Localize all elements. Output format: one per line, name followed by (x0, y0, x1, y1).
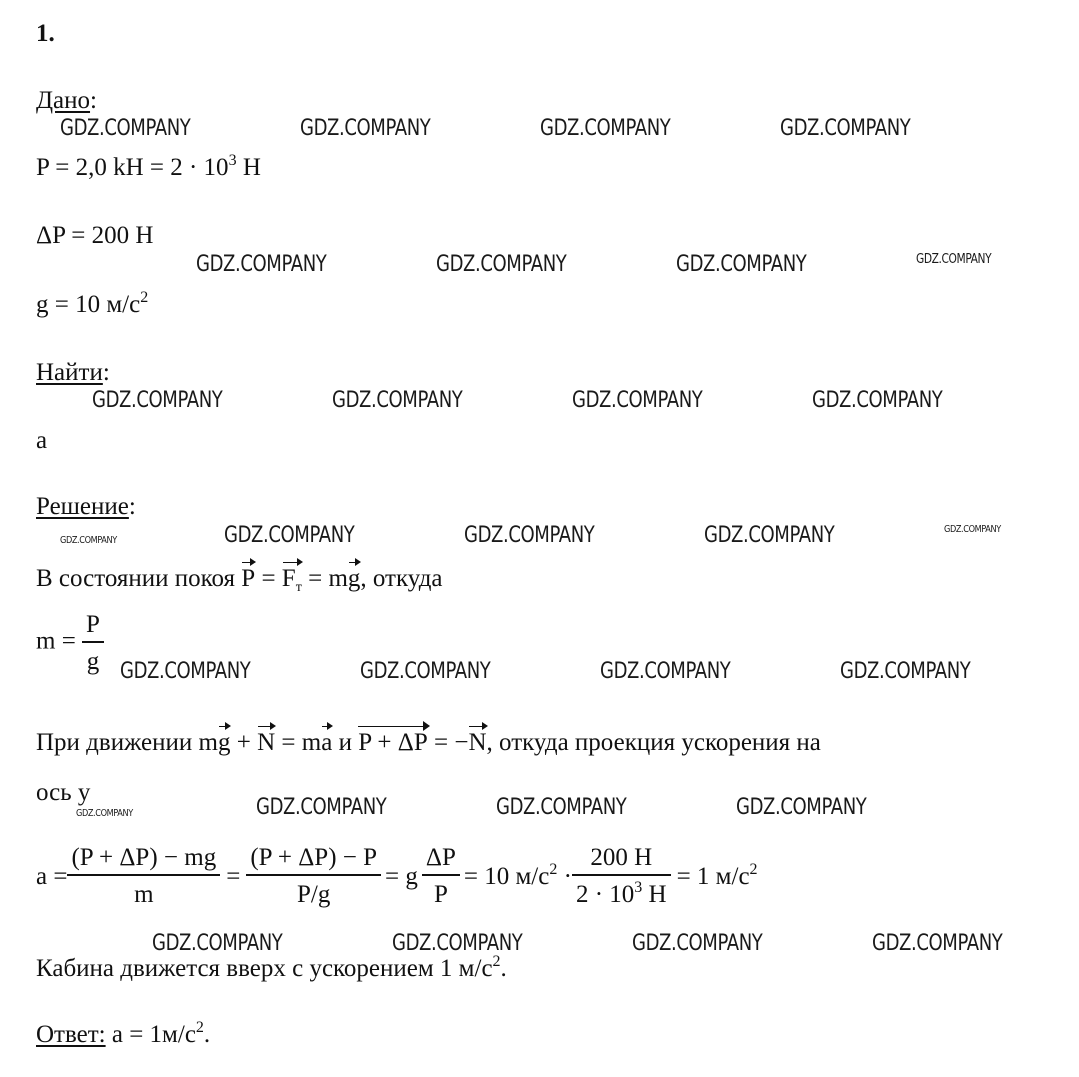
given-weight (36, 152, 261, 181)
find-heading-row: Найти: (36, 359, 110, 386)
watermark: GDZ.COMPANY (572, 388, 703, 413)
watermark: GDZ.COMPANY (360, 659, 491, 684)
watermark: GDZ.COMPANY (944, 524, 1001, 535)
watermark: GDZ.COMPANY (224, 523, 355, 548)
watermark: GDZ.COMPANY (540, 116, 671, 141)
watermark: GDZ.COMPANY (256, 795, 387, 820)
eq-sign-2: = (301, 565, 329, 592)
motion-line (36, 730, 821, 755)
watermark: GDZ.COMPANY (916, 252, 992, 267)
conclusion-exp: 2 (492, 953, 501, 970)
watermark: GDZ.COMPANY (92, 388, 223, 413)
watermark: GDZ.COMPANY (60, 116, 191, 141)
watermark: GDZ.COMPANY (812, 388, 943, 413)
given-heading: Дано (36, 87, 91, 114)
vector-a: a (321, 729, 333, 756)
rest-text: В состоянии покоя (36, 565, 236, 592)
given-delta-weight: ΔP = 200 H (36, 222, 154, 249)
eq-f: = (226, 862, 241, 890)
f4-den (572, 876, 671, 907)
vector-g: g (347, 565, 361, 592)
val-text: = 10 м/c (463, 862, 550, 890)
f3-num: ΔP (422, 845, 460, 876)
f1-num: (P + ΔP) − mg (67, 845, 220, 876)
vector-N-2: N (468, 729, 487, 756)
watermark: GDZ.COMPANY (76, 808, 133, 819)
watermark: GDZ.COMPANY (120, 659, 251, 684)
vector-P: P (241, 565, 256, 592)
plus-sign: + (230, 729, 258, 756)
rest-tail: , откуда (360, 565, 443, 592)
watermark: GDZ.COMPANY (632, 931, 763, 956)
watermark: GDZ.COMPANY (600, 659, 731, 684)
eq-sign: = (255, 565, 282, 592)
watermark: GDZ.COMPANY (704, 523, 835, 548)
f2-num: (P + ΔP) − P (246, 845, 381, 876)
find-value: a (36, 427, 48, 454)
f2-den: P/g (297, 881, 331, 908)
given-weight-unit: H (236, 154, 261, 181)
acceleration-equation (36, 845, 758, 907)
m-eq: m = (36, 627, 83, 655)
fraction-3 (422, 845, 460, 907)
answer-heading: Ответ: (36, 1021, 106, 1048)
watermark: GDZ.COMPANY (152, 931, 283, 956)
vector-N: N (257, 729, 276, 756)
fraction-4 (572, 845, 671, 907)
rest-state-line (36, 565, 443, 595)
mg-m: m (328, 565, 348, 592)
minus-sign: = − (427, 729, 469, 756)
vector-Ft (281, 565, 302, 595)
fraction-1 (67, 845, 220, 907)
result-exp: 2 (749, 860, 758, 878)
given-gravity-text: g = 10 м/c (36, 291, 141, 318)
val-exp: 2 (549, 860, 558, 878)
solution-heading: Решение (36, 493, 129, 520)
watermark: GDZ.COMPANY (332, 388, 463, 413)
m-num: P (82, 612, 104, 643)
f4-den-unit: H (642, 881, 667, 908)
answer-tail: . (203, 1021, 211, 1048)
mg-m-2: m (198, 729, 218, 756)
answer-line (36, 1019, 211, 1048)
watermark: GDZ.COMPANY (872, 931, 1003, 956)
watermark: GDZ.COMPANY (60, 535, 117, 546)
watermark: GDZ.COMPANY (392, 931, 523, 956)
watermark: GDZ.COMPANY (780, 116, 911, 141)
motion-text: При движении (36, 729, 193, 756)
given-weight-exp: 3 (228, 152, 237, 169)
eq-sign-3: = (275, 729, 302, 756)
answer-exp: 2 (195, 1019, 204, 1036)
problem-number: 1. (36, 20, 55, 47)
fraction-2 (246, 845, 381, 907)
Ft-sub: т (295, 580, 302, 595)
answer-value: a = 1м/c (105, 1021, 196, 1048)
and-word: и (332, 729, 359, 756)
axis-line: ось y (36, 779, 91, 806)
conclusion (36, 953, 507, 982)
conclusion-tail: . (500, 955, 507, 982)
f4-den-exp: 3 (634, 879, 643, 896)
f1-den: m (134, 881, 154, 908)
value-part (460, 860, 572, 890)
vector-sum: P + ΔP (358, 726, 428, 756)
solution-heading-row: Решение: (36, 493, 136, 520)
watermark: GDZ.COMPANY (840, 659, 971, 684)
given-gravity-exp: 2 (140, 289, 149, 306)
a-eq: a = (36, 862, 68, 890)
watermark: GDZ.COMPANY (300, 116, 431, 141)
fraction-P-over-g (82, 612, 104, 674)
watermark: GDZ.COMPANY (736, 795, 867, 820)
mass-formula (36, 612, 104, 674)
given-heading-row: Дано: (36, 87, 97, 114)
dot: · (557, 862, 572, 890)
result-part (671, 860, 758, 890)
watermark: GDZ.COMPANY (436, 252, 567, 277)
given-gravity (36, 289, 149, 318)
watermark: GDZ.COMPANY (196, 252, 327, 277)
watermark: GDZ.COMPANY (496, 795, 627, 820)
motion-tail: , откуда проекция ускорения на (486, 729, 821, 756)
given-weight-text: P = 2,0 kH = 2 · 10 (36, 154, 229, 181)
watermark: GDZ.COMPANY (676, 252, 807, 277)
conclusion-text: Кабина движется вверх с ускорением 1 м/c (36, 955, 493, 982)
f4-num: 200 H (572, 845, 671, 876)
ma-m: m (301, 729, 322, 756)
vector-g-2: g (217, 729, 231, 756)
g-mult: = g (385, 862, 418, 890)
watermark: GDZ.COMPANY (464, 523, 595, 548)
Ft-letter: F (281, 565, 296, 592)
m-den: g (86, 648, 100, 675)
f4-den-text: 2 · 10 (575, 881, 635, 908)
f3-den: P (433, 881, 448, 908)
find-heading: Найти (36, 359, 103, 386)
result-text: = 1 м/c (676, 862, 750, 890)
